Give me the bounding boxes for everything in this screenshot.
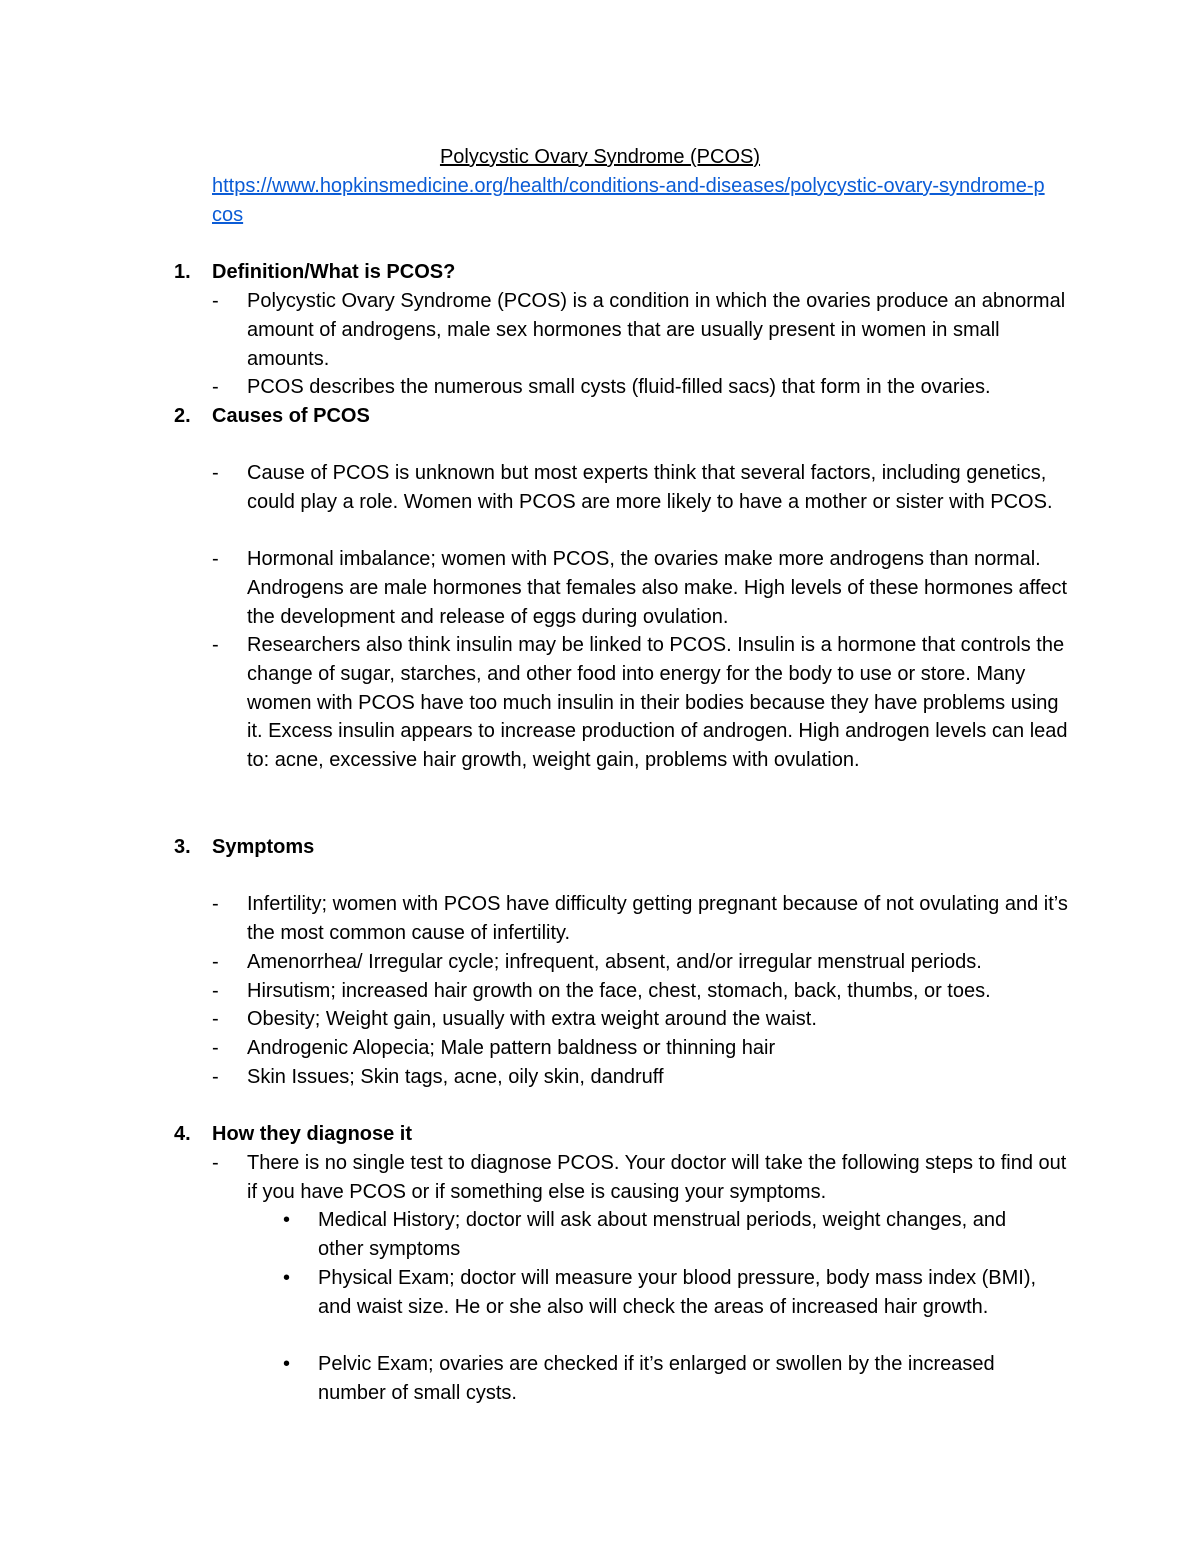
- bullet-item: [283, 1350, 1043, 1408]
- list-item-text: Androgenic Alopecia; Male pattern baldness or thinning hair: [247, 1037, 776, 1059]
- bullet-marker: •: [283, 1209, 291, 1231]
- dash-marker: -: [212, 376, 219, 398]
- list-item: [212, 545, 1072, 631]
- section-title: Symptoms: [212, 836, 315, 858]
- list-item: [212, 1063, 1072, 1092]
- list-item: [212, 373, 1072, 402]
- list-item: [212, 287, 1072, 373]
- source-link[interactable]: https://www.hopkinsmedicine.org/health/conditions-and-diseases/polycystic-ovary-syndrome-pcos: [212, 175, 1045, 226]
- section-title: How they diagnose it: [212, 1123, 413, 1145]
- dash-marker: -: [212, 1037, 219, 1059]
- list-item-text: There is no single test to diagnose PCOS. Your doctor will take the following steps to find out if you have PCOS or if something else is causing your symptoms.: [247, 1152, 1067, 1203]
- dash-marker: -: [212, 1066, 219, 1088]
- list-item: [212, 1149, 1072, 1207]
- list-item-text: PCOS describes the numerous small cysts (fluid-filled sacs) that form in the ovaries.: [247, 376, 991, 398]
- bullet-item-text: Physical Exam; doctor will measure your blood pressure, body mass index (BMI), and waist size. He or she also will check the areas of increased hair growth.: [318, 1267, 1037, 1318]
- section-title: Definition/What is PCOS?: [212, 261, 456, 283]
- bullet-marker: •: [283, 1267, 291, 1289]
- section-title: Causes of PCOS: [212, 405, 370, 427]
- section-heading-symptoms: [174, 833, 314, 861]
- list-item-text: Hirsutism; increased hair growth on the face, chest, stomach, back, thumbs, or toes.: [247, 980, 991, 1002]
- section-number: 3.: [174, 836, 191, 858]
- section-number: 2.: [174, 405, 191, 427]
- section-heading-definition: [174, 258, 455, 286]
- list-item-text: Cause of PCOS is unknown but most experts think that several factors, including genetics, could play a role. Women with PCOS are more likely to have a mother or sister with PCOS.: [247, 462, 1053, 513]
- list-item-text: Amenorrhea/ Irregular cycle; infrequent, absent, and/or irregular menstrual periods.: [247, 951, 982, 973]
- section-number: 1.: [174, 261, 191, 283]
- dash-marker: -: [212, 893, 219, 915]
- dash-marker: -: [212, 548, 219, 570]
- list-item-text: Infertility; women with PCOS have difficulty getting pregnant because of not ovulating and it’s the most common cause of infertility.: [247, 893, 1068, 944]
- list-item: [212, 631, 1072, 775]
- list-item: [212, 948, 1072, 977]
- list-item: [212, 1005, 1072, 1034]
- dash-marker: -: [212, 1152, 219, 1174]
- dash-marker: -: [212, 290, 219, 312]
- dash-marker: -: [212, 1008, 219, 1030]
- dash-marker: -: [212, 634, 219, 656]
- section-heading-causes: [174, 402, 370, 430]
- dash-marker: -: [212, 980, 219, 1002]
- list-item: [212, 977, 1072, 1006]
- list-item: [212, 459, 1072, 517]
- dash-marker: -: [212, 951, 219, 973]
- bullet-item: [283, 1264, 1043, 1322]
- list-item: [212, 1034, 1072, 1063]
- bullet-marker: •: [283, 1353, 291, 1375]
- list-item: [212, 890, 1072, 948]
- section-heading-diagnosis: [174, 1120, 412, 1148]
- list-item-text: Polycystic Ovary Syndrome (PCOS) is a condition in which the ovaries produce an abnormal amount of androgens, male sex hormones that are usually present in women in small amounts.: [247, 290, 1066, 370]
- document-title: Polycystic Ovary Syndrome (PCOS): [439, 146, 761, 168]
- list-item-text: Researchers also think insulin may be linked to PCOS. Insulin is a hormone that controls the change of sugar, starches, and other food into energy for the body to use or store. Many women with PCOS have too much insulin in their bodies because they have problems using it. Excess insulin appears to increase production of androgen. High androgen levels can lead to: acne, excessive hair growth, weight gain, problems with ovulation.: [247, 634, 1068, 772]
- list-item-text: Hormonal imbalance; women with PCOS, the ovaries make more androgens than normal. Androgens are male hormones that females also make. High levels of these hormones affect the development and release of eggs during ovulation.: [247, 548, 1068, 628]
- list-item-text: Skin Issues; Skin tags, acne, oily skin, dandruff: [247, 1066, 664, 1088]
- bullet-item: [283, 1206, 1043, 1264]
- bullet-item-text: Pelvic Exam; ovaries are checked if it’s enlarged or swollen by the increased number of small cysts.: [318, 1353, 995, 1404]
- list-item-text: Obesity; Weight gain, usually with extra weight around the waist.: [247, 1008, 817, 1030]
- section-number: 4.: [174, 1123, 191, 1145]
- dash-marker: -: [212, 462, 219, 484]
- bullet-item-text: Medical History; doctor will ask about menstrual periods, weight changes, and other symptoms: [318, 1209, 1007, 1260]
